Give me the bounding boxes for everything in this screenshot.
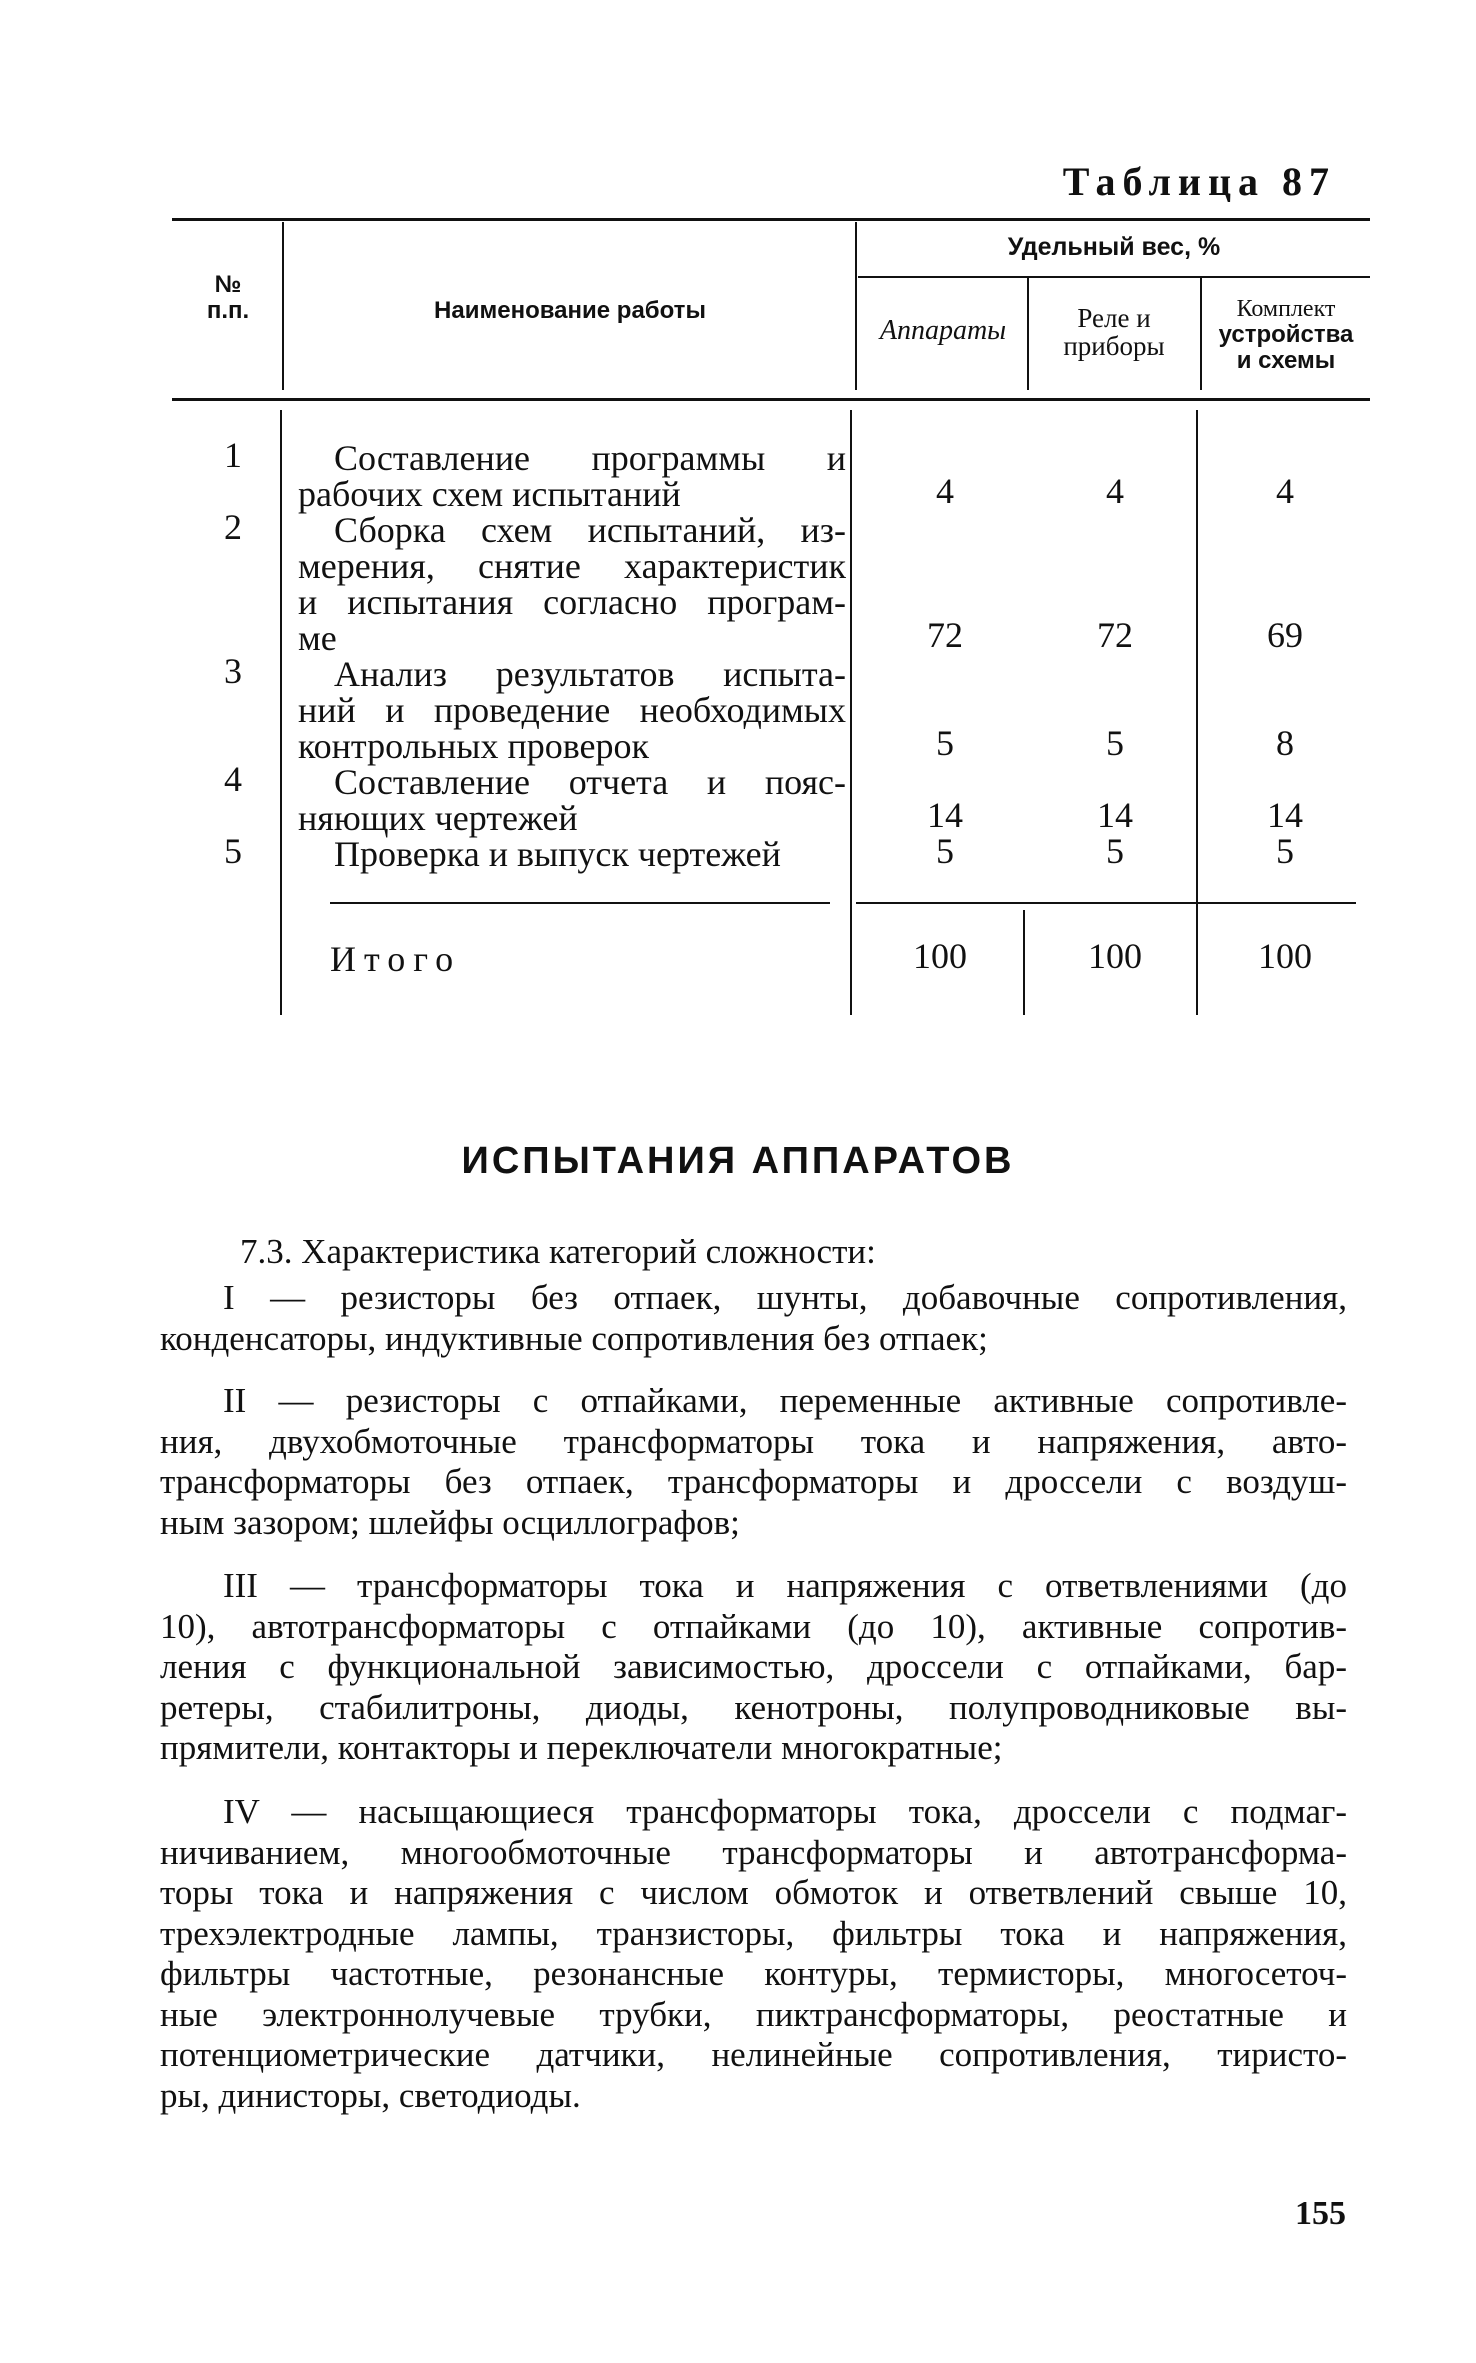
header-sets: Комплект устройства и схемы [1218, 296, 1354, 374]
specific-weight-rule [858, 276, 1370, 278]
value-sets: 4 [1276, 471, 1294, 511]
header-bottom-rule [172, 398, 1370, 401]
body-divider [850, 410, 852, 1015]
total-apparatus: 100 [913, 936, 967, 976]
header-divider [1200, 278, 1202, 390]
row-number: 5 [224, 831, 242, 871]
paragraph-category-4: IV — насыщающиеся трансформаторы тока, дроссели с подмаг- ничиванием, многообмоточные трансформаторы и автотрансформа- торы тока и напряжения с числом обмоток и ответвлений свыше 10, трехэлектродные лампы, транзисторы, фильтры тока и напряжения, фильтры частотные, резонансные контуры, термисторы, многосеточ- ные электроннолучевые трубки, пиктрансформаторы, реостатные и потенциометрические датчики, нелинейные сопротивления, тиристо- ры, динисторы, светодиоды. [160, 1792, 1347, 2115]
paragraph-category-3: III — трансформаторы тока и напряжения с ответвлениями (до 10), автотрансформаторы с отпайками (до 10), активные сопротив- ления с функциональной зависимостью, дроссели с отпайками, бар- ретеры, стабилитроны, диоды, кенотроны, полупроводниковые вы- прямители, контакторы и переключатели многократные; [160, 1566, 1347, 1767]
table-top-rule [172, 218, 1370, 221]
value-relays: 5 [1106, 723, 1124, 763]
intro-paragraph: 7.3. Характеристика категорий сложности: [240, 1232, 876, 1271]
header-specific-weight: Удельный вес, % [1007, 233, 1221, 261]
header-divider [1027, 278, 1029, 390]
total-label: Итого [330, 939, 462, 979]
total-rule [856, 902, 1356, 904]
body-divider [280, 410, 282, 1015]
body-divider [1023, 910, 1025, 1015]
header-relays: Реле и приборы [1063, 303, 1165, 361]
value-relays: 14 [1097, 795, 1133, 835]
total-rule [330, 902, 830, 904]
value-apparatus: 4 [936, 471, 954, 511]
paragraph-category-2: II — резисторы с отпайками, переменные активные сопротивле- ния, двухобмоточные трансформаторы тока и напряжения, авто- трансформаторы без отпаек, трансформаторы и дроссели с воздуш- ным зазором; шлейфы осциллографов; [160, 1381, 1347, 1542]
value-apparatus: 72 [927, 615, 963, 655]
value-apparatus: 5 [936, 831, 954, 871]
value-relays: 5 [1106, 831, 1124, 871]
paragraph-category-1: I — резисторы без отпаек, шунты, добавочные сопротивления, конденсаторы, индуктивные сопротивления без отпаек; [160, 1278, 1347, 1358]
value-sets: 69 [1267, 615, 1303, 655]
header-divider [855, 222, 857, 390]
header-number: № п.п. [206, 271, 250, 324]
page-number: 155 [1295, 2195, 1346, 2232]
row-number: 1 [224, 435, 242, 475]
value-relays: 4 [1106, 471, 1124, 511]
value-apparatus: 14 [927, 795, 963, 835]
value-sets: 8 [1276, 723, 1294, 763]
value-sets: 14 [1267, 795, 1303, 835]
section-title: ИСПЫТАНИЯ АППАРАТОВ [461, 1140, 1015, 1182]
total-relays: 100 [1088, 936, 1142, 976]
value-apparatus: 5 [936, 723, 954, 763]
row-number: 4 [224, 759, 242, 799]
header-apparatus: Аппараты [879, 315, 1007, 346]
value-relays: 72 [1097, 615, 1133, 655]
header-work-name: Наименование работы [434, 297, 706, 324]
table-caption: Таблица 87 [1062, 159, 1336, 204]
row-number: 2 [224, 507, 242, 547]
header-divider [282, 222, 284, 390]
value-sets: 5 [1276, 831, 1294, 871]
work-cell: Составление программы и рабочих схем испытаний Сборка схем испытаний, из- мерения, снятие характеристик и испытания согласно програм- ме Анализ результатов испыта- ний и проведение необходимых контрольных проверок Составление отчета и пояс- няющих чертежей Проверка и выпуск чертежей [298, 438, 846, 874]
total-sets: 100 [1258, 936, 1312, 976]
row-number: 3 [224, 651, 242, 691]
